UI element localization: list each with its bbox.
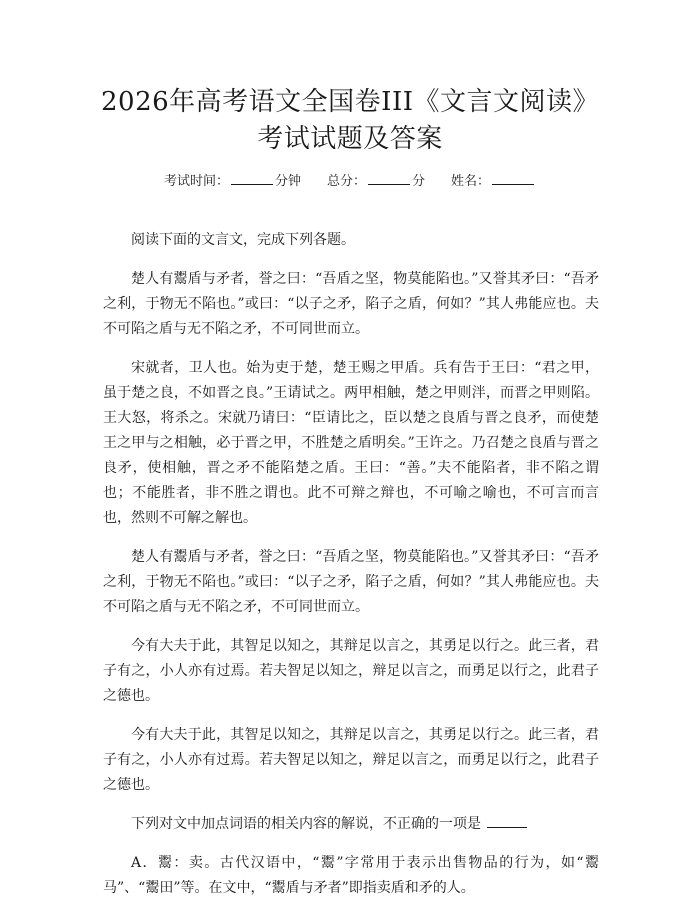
score-label: 总分： [326,174,366,189]
score-blank [368,171,410,185]
option-a: A．鬻：卖。古代汉语中，“鬻”字常用于表示出售物品的行为，如“鬻马”、“鬻田”等。在文中，“鬻盾与矛者”即指卖盾和矛的人。 [103,855,599,896]
answer-blank [487,813,527,828]
title-line-2: 考试试题及答案 [257,124,443,154]
time-unit: 分钟 [274,174,301,189]
question-stem [103,812,599,837]
question-text: 下列对文中加点词语的相关内容的解说，不正确的一项是 [131,816,481,832]
passage-paragraph: 楚人有鬻盾与矛者，誉之曰：“吾盾之坚，物莫能陷也。”又誉其矛曰：“吾矛之利，于物无不陷也。”或曰：“以子之矛，陷子之盾，何如？”其人弗能应也。夫不可陷之盾与无不陷之矛，不可同世而立。 [103,271,599,337]
name-label: 姓名： [451,174,491,189]
instruction-paragraph: 阅读下面的文言文，完成下列各题。 [131,232,355,248]
passage [103,228,599,915]
score-unit: 分 [412,174,426,189]
passage-paragraph: 楚人有鬻盾与矛者，誉之曰：“吾盾之坚，物莫能陷也。”又誉其矛曰：“吾矛之利，于物无不陷也。”或曰：“以子之矛，陷子之盾，何如？”其人弗能应也。夫不可陷之盾与无不陷之矛，不可同世而立。 [103,549,599,615]
passage-paragraph: 宋就者，卫人也。始为吏于楚，楚王赐之甲盾。兵有告于王曰：“君之甲，虽于楚之良，不如晋之良。”王请试之。两甲相触，楚之甲则泮，而晋之甲则陷。王大怒，将杀之。宋就乃请曰：“臣请比之，臣以楚之良盾与晋之良矛，而使楚王之甲与之相触，必于晋之甲，不胜楚之盾明矣。”王许之。乃召楚之良盾与晋之良矛，使相触，晋之矛不能陷楚之盾。王曰：“善。”夫不能陷者，非不陷之谓也；不能胜者，非不胜之谓也。此不可辩之辩也，不可喻之喻也，不可言而言也，然则不可解之解也。 [103,360,599,526]
exam-info [0,171,700,192]
title-line-1: 2026年高考语文全国卷III《文言文阅读》 [101,87,599,117]
time-label: 考试时间： [163,174,229,189]
passage-paragraph: 今有大夫于此，其智足以知之，其辩足以言之，其勇足以行之。此三者，君子有之，小人亦有过焉。若夫智足以知之，辩足以言之，而勇足以行之，此君子之德也。 [103,727,599,793]
name-blank [492,171,534,185]
passage-paragraph: 今有大夫于此，其智足以知之，其辩足以言之，其勇足以行之。此三者，君子有之，小人亦有过焉。若夫智足以知之，辩足以言之，而勇足以行之，此君子之德也。 [103,638,599,704]
time-blank [231,171,273,185]
